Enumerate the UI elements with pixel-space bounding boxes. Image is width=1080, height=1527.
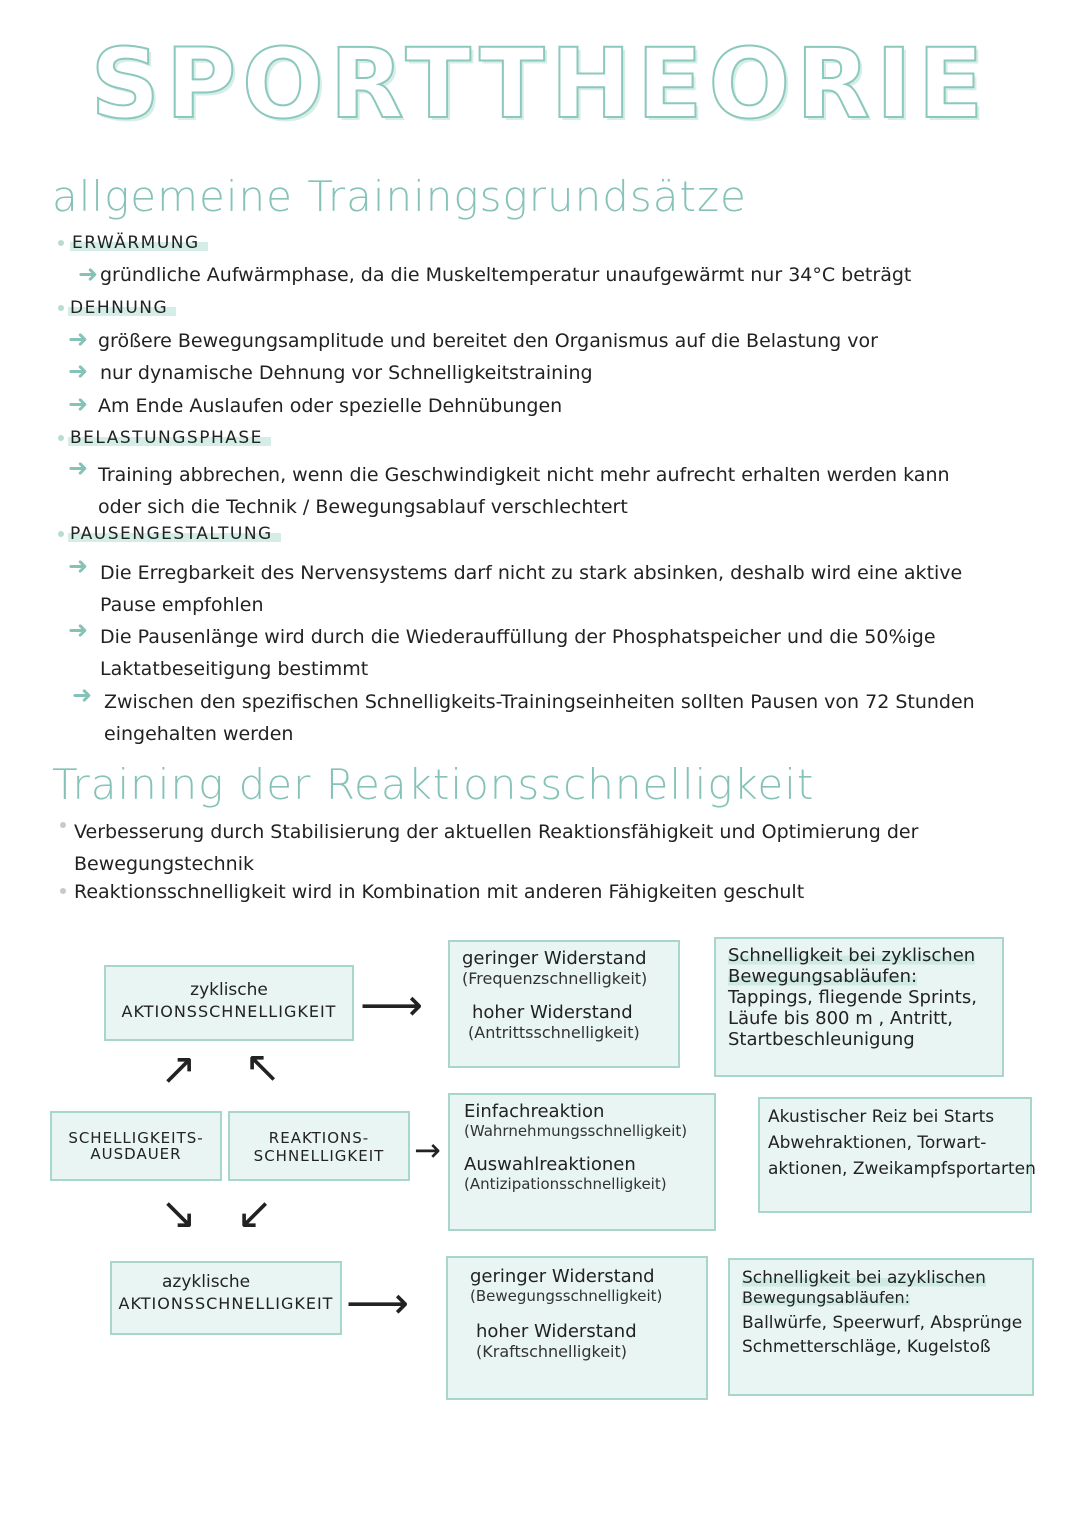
arrow-right-icon: ➜ bbox=[68, 454, 89, 482]
arrow-right-icon: ⟶ bbox=[360, 980, 424, 1031]
box-azyklisch-widerstand bbox=[446, 1256, 708, 1400]
bullet-text: Verbesserung durch Stabilisierung der aktuellen Reaktionsfähigkeit und Optimierung der Bewegungstechnik bbox=[74, 821, 919, 875]
arrow-down-right-icon: ↘ bbox=[160, 1188, 197, 1239]
bullet-dot bbox=[58, 240, 64, 246]
box-text: (Antizipationsschnelligkeit) bbox=[464, 1175, 667, 1193]
bullet-dot bbox=[58, 531, 64, 537]
box-zyklisch-widerstand bbox=[448, 940, 680, 1068]
label-pausengestaltung: PAUSENGESTALTUNG bbox=[68, 524, 281, 544]
point-text: Die Pausenlänge wird durch die Wiederauffüllung der Phosphatspeicher und die 50%ige Laktatbeseitigung bestimmt bbox=[100, 626, 936, 680]
label-erwaermung: ERWÄRMUNG bbox=[70, 233, 208, 253]
section-heading-reaktionsschnelligkeit: Training der Reaktionsschnelligkeit bbox=[52, 760, 815, 809]
box-reaktionsschnelligkeit bbox=[228, 1111, 410, 1181]
box-subtitle: AKTIONSSCHNELLIGKEIT bbox=[118, 1293, 334, 1313]
box-text: geringer Widerstand bbox=[470, 1266, 655, 1287]
note-heading: Bewegungsabläufen: bbox=[742, 1288, 911, 1307]
arrow-right-icon: ➜ bbox=[68, 357, 89, 385]
bullet-dot bbox=[58, 305, 64, 311]
arrow-right-icon: → bbox=[414, 1131, 441, 1169]
note-heading: Bewegungsabläufen: bbox=[728, 966, 918, 987]
box-text: Auswahlreaktionen bbox=[464, 1154, 636, 1175]
point-text: Training abbrechen, wenn die Geschwindigkeit nicht mehr aufrecht erhalten werden kann oder sich die Technik / Bewegungsablauf verschlechtert bbox=[98, 464, 950, 518]
box-text: AUSDAUER bbox=[90, 1145, 182, 1163]
label-dehnung: DEHNUNG bbox=[68, 298, 176, 318]
bullet-text: Reaktionsschnelligkeit wird in Kombination mit anderen Fähigkeiten geschult bbox=[74, 881, 805, 903]
arrow-up-left-icon: ↖ bbox=[244, 1042, 281, 1093]
box-schnelligkeitsausdauer bbox=[50, 1111, 222, 1181]
note-text: Startbeschleunigung bbox=[728, 1029, 915, 1050]
box-azyklische-aktionsschnelligkeit bbox=[110, 1261, 342, 1335]
box-text: hoher Widerstand bbox=[476, 1321, 637, 1342]
arrow-right-icon: ➜ bbox=[68, 616, 89, 644]
arrow-right-icon: ➜ bbox=[72, 681, 93, 709]
section-heading-trainingsgrundsaetze: allgemeine Trainingsgrundsätze bbox=[52, 172, 747, 221]
note-text: Ballwürfe, Speerwurf, Absprünge bbox=[742, 1313, 1023, 1333]
note-azyklische-bewegungsablaeufe bbox=[728, 1258, 1034, 1396]
box-text: (Bewegungsschnelligkeit) bbox=[470, 1287, 663, 1305]
arrow-right-icon: ➜ bbox=[68, 325, 89, 353]
note-reaktion-beispiele bbox=[758, 1097, 1036, 1213]
arrow-right-icon: ⟶ bbox=[346, 1278, 410, 1329]
point-text: Die Erregbarkeit des Nervensystems darf nicht zu stark absinken, deshalb wird eine aktive Pause empfohlen bbox=[100, 562, 963, 616]
point-text: Zwischen den spezifischen Schnelligkeits-Trainingseinheiten sollten Pausen von 72 Stunden eingehalten werden bbox=[104, 691, 975, 745]
note-text: Tappings, fliegende Sprints, bbox=[728, 987, 977, 1008]
point-text: nur dynamische Dehnung vor Schnelligkeitstraining bbox=[100, 362, 593, 384]
page-title: SPORTTHEORIE bbox=[90, 28, 990, 140]
note-text: Schmetterschläge, Kugelstoß bbox=[742, 1337, 991, 1357]
note-zyklische-bewegungsablaeufe bbox=[714, 937, 1004, 1077]
box-title: azyklische bbox=[162, 1272, 251, 1292]
box-text: SCHNELLIGKEIT bbox=[253, 1147, 385, 1165]
arrow-up-right-icon: ↗ bbox=[160, 1044, 197, 1095]
point-text: gründliche Aufwärmphase, da die Muskeltemperatur unaufgewärmt nur 34°C beträgt bbox=[100, 264, 912, 286]
bullet-dot bbox=[60, 888, 66, 894]
note-heading: Schnelligkeit bei zyklischen bbox=[728, 945, 976, 966]
box-text: Einfachreaktion bbox=[464, 1101, 605, 1122]
point-text: Am Ende Auslaufen oder spezielle Dehnübungen bbox=[98, 395, 563, 417]
box-subtitle: AKTIONSSCHNELLIGKEIT bbox=[121, 1001, 337, 1021]
note-heading: Schnelligkeit bei azyklischen bbox=[742, 1268, 986, 1288]
bullet-dot bbox=[58, 435, 64, 441]
arrow-right-icon: ➜ bbox=[78, 260, 99, 288]
box-text: SCHELLIGKEITS- bbox=[68, 1129, 204, 1147]
label-belastungsphase: BELASTUNGSPHASE bbox=[68, 428, 271, 448]
box-text: (Frequenzschnelligkeit) bbox=[462, 969, 648, 988]
note-text: aktionen, Zweikampfsportarten bbox=[768, 1159, 1036, 1179]
box-title: zyklische bbox=[190, 980, 268, 1000]
note-text: Abwehraktionen, Torwart- bbox=[768, 1133, 987, 1153]
box-text: (Wahrnehmungsschnelligkeit) bbox=[464, 1122, 688, 1140]
arrow-down-left-icon: ↙ bbox=[236, 1188, 273, 1239]
point-text: größere Bewegungsamplitude und bereitet den Organismus auf die Belastung vor bbox=[98, 330, 878, 352]
note-text: Akustischer Reiz bei Starts bbox=[768, 1107, 995, 1127]
box-text: REAKTIONS- bbox=[268, 1129, 370, 1147]
note-text: Läufe bis 800 m , Antritt, bbox=[728, 1008, 953, 1029]
box-reaktion-arten bbox=[448, 1093, 716, 1231]
box-text: geringer Widerstand bbox=[462, 948, 647, 969]
box-text: (Kraftschnelligkeit) bbox=[476, 1342, 627, 1361]
box-zyklische-aktionsschnelligkeit bbox=[104, 965, 354, 1041]
bullet-dot bbox=[60, 822, 66, 828]
box-text: hoher Widerstand bbox=[472, 1002, 633, 1023]
arrow-right-icon: ➜ bbox=[68, 390, 89, 418]
box-text: (Antrittsschnelligkeit) bbox=[468, 1023, 640, 1042]
arrow-right-icon: ➜ bbox=[68, 552, 89, 580]
